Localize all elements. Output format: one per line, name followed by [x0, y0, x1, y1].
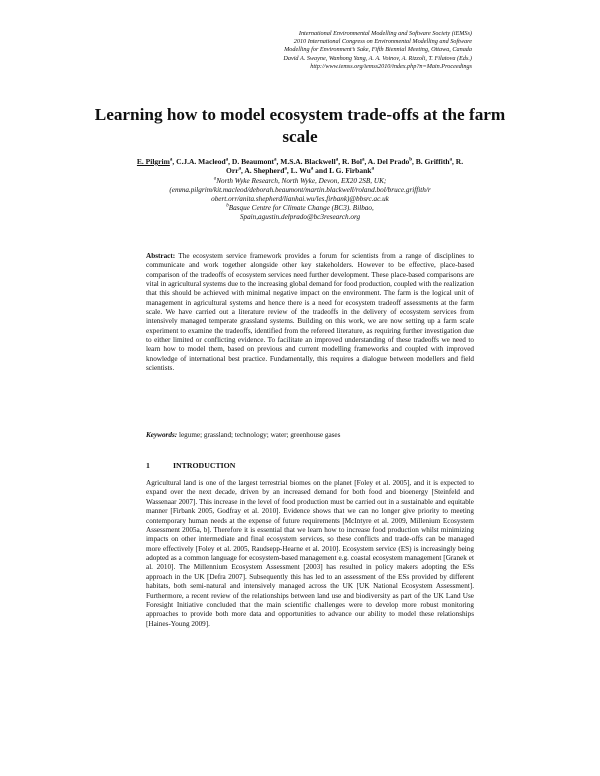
author-name: B. Griffith	[415, 157, 450, 166]
author-affil: a	[169, 157, 173, 163]
author-list: E. Pilgrim$^a$, C.J.A. Macleod$^a$, D. Beaumont$^a$, M.S.A. Blackwell$^a$, R. Bol$^a$, A. Del Prado$^b$, B. Griffith$^a$, R. Orr$^a$, A. Shepherd$^a$, L. Wu$^a$ and L G. Firbank$^a$	[136, 157, 464, 176]
author-affil: b	[409, 157, 413, 163]
keywords-label: Keywords:	[146, 431, 178, 439]
author-name: M.S.A. Blackwell	[280, 157, 336, 166]
affil-label: b	[226, 203, 229, 209]
author-affil: a	[371, 166, 374, 172]
author-name: L. Wu	[290, 166, 311, 176]
author-name: A. Shepherd	[244, 166, 285, 176]
author-affil: a	[449, 157, 453, 163]
section-body: Agricultural land is one of the largest terrestrial biomes on the planet [Foley et al. 2005], and it is expected to expand over the next decade, driven by an increased demand for both food and bioenergy [Steinfeld and Wassenaar 2007]. This increase in the level of food production must be carried out in a sustainable and equitable manner [Firbank 2005, Godfray et al. 2010]. Evidence shows that we can no longer give priority to meeting contemporary human needs at the expense of future requirements [McIntyre et al. 2009, Millenium Ecosystem Assessment 2005a, b]. Therefore it is essential that we learn how to increase food production whilst minimizing impacts on other intermediate and final ecosystem services, so these conflicts and trade-offs can be managed more effectively [Foley et al. 2005, Raudsepp-Hearne et al. 2010]. Ecosystem service (ES) is increasingly being adopted as a common language for ecosystem-based management e.g. coastal ecosystem management [Granek et al. 2010]. The Millennium Ecosystem Assessment [2003] has resulted in policy makers adopting the ESs approach in the UK [Defra 2007]. Subsequently this has led to an assessment of the ESs provided by different habitats, both semi-natural and intensively managed across the UK [UK National Ecosystem Assessment]. Furthermore, a recent review of the relationships between land use and biodiversity as part of the UK Land Use Foresight Initiative concluded that the main scientific challenges were to develop more robust monitoring approaches to provide both more data and opportunities to advance our ability to model these relationships [Haines-Young 2009].	[146, 479, 474, 628]
author-name: R. Orr	[226, 157, 464, 176]
header-line: David A. Swayne, Wanhong Yang, A. A. Voinov, A. Rizzoli, T. Filatova (Eds.)	[283, 54, 472, 62]
affil-email: (emma.pilgrim/kit.macleod/deborah.beaumont/martin.blackwell/roland.bol/bruce.griffith/r	[169, 186, 431, 195]
affil-text: Basque Centre for Climate Change (BC3). Bilbao,	[228, 204, 374, 213]
author-affil: a	[335, 157, 339, 163]
abstract	[146, 252, 474, 373]
section-title: INTRODUCTION	[173, 461, 236, 470]
paper-title: Learning how to model ecosystem trade-offs at the farm scale	[94, 105, 506, 146]
affil-email: Spain,agustin.delprado@bc3research.org	[239, 213, 361, 222]
affiliation-a	[135, 177, 465, 186]
author-name: E. Pilgrim	[136, 157, 170, 166]
section-number: 1	[146, 461, 150, 470]
keywords	[146, 431, 474, 440]
header-line: Modelling for Environment’s Sake, Fifth Biennial Meeting, Ottawa, Canada	[284, 46, 472, 54]
author-name: R. Bol	[341, 157, 362, 166]
author-affil: a	[238, 166, 242, 172]
header-url[interactable]: http://www.iemss.org/iemss2010/index.php?n=Main.Proceedings	[310, 62, 472, 70]
author-affil: a	[274, 157, 277, 163]
author-affil: a	[225, 157, 229, 163]
affil-label: a	[213, 176, 217, 182]
author-affil: a	[361, 157, 365, 163]
author-name: D. Beaumont	[231, 157, 275, 166]
section-heading	[146, 461, 235, 470]
conference-header	[242, 30, 472, 71]
author-name: C.J.A. Macleod	[176, 157, 226, 166]
affil-text: North Wyke Research, North Wyke, Devon, EX20 2SB, UK;	[216, 177, 387, 185]
abstract-text: The ecosystem service framework provides a forum for scientists from a range of disciplines to communicate and work together alongside other key stakeholders. However to be effective, place-based comparison of the tradeoffs of ecosystem services need further development. These place-based comparisons are vital in agricultural systems due to the increasing global demand for food production, coupled with the realization that this should be achieved with minimal negative impact on the environment. The farm is the logical unit of management in agricultural systems and hence there is a need for ecosystem tradeoff assessments at the farm scale. We have carried out a literature review of the tradeoffs in the delivery of ecosystem services from intensively managed temperate grassland systems. Building on this work, we are now setting up a farm scale experiment to examine the tradeoffs, identified from the refereed literature, as requiring further investigation due to either limited or conflicting evidence. To facilitate an improved understanding of these tradeoffs we need to learn how to model them, based on previous and current modelling frameworks and coupled with improved knowledge of international best practice. Fundamentally, this requires a dialogue between modellers and field scientists.	[146, 252, 474, 373]
affil-email: obert.orr/anita.shepherd/lianhai.wu/les.firbank)@bbsrc.ac.uk	[211, 195, 389, 204]
affiliations	[135, 177, 465, 222]
author-name: A. Del Prado	[367, 157, 410, 166]
affiliation-b	[135, 204, 465, 213]
abstract-label: Abstract:	[146, 252, 176, 260]
author-affil: a	[310, 166, 314, 172]
author-name: L G. Firbank	[329, 166, 372, 176]
keywords-text: legume; grassland; technology; water; greenhouse gases	[178, 431, 341, 439]
header-line: 2010 International Congress on Environmental Modelling and Software	[293, 38, 472, 46]
header-line: International Environmental Modelling and Software Society (iEMSs)	[298, 30, 472, 37]
author-affil: a	[284, 166, 287, 172]
